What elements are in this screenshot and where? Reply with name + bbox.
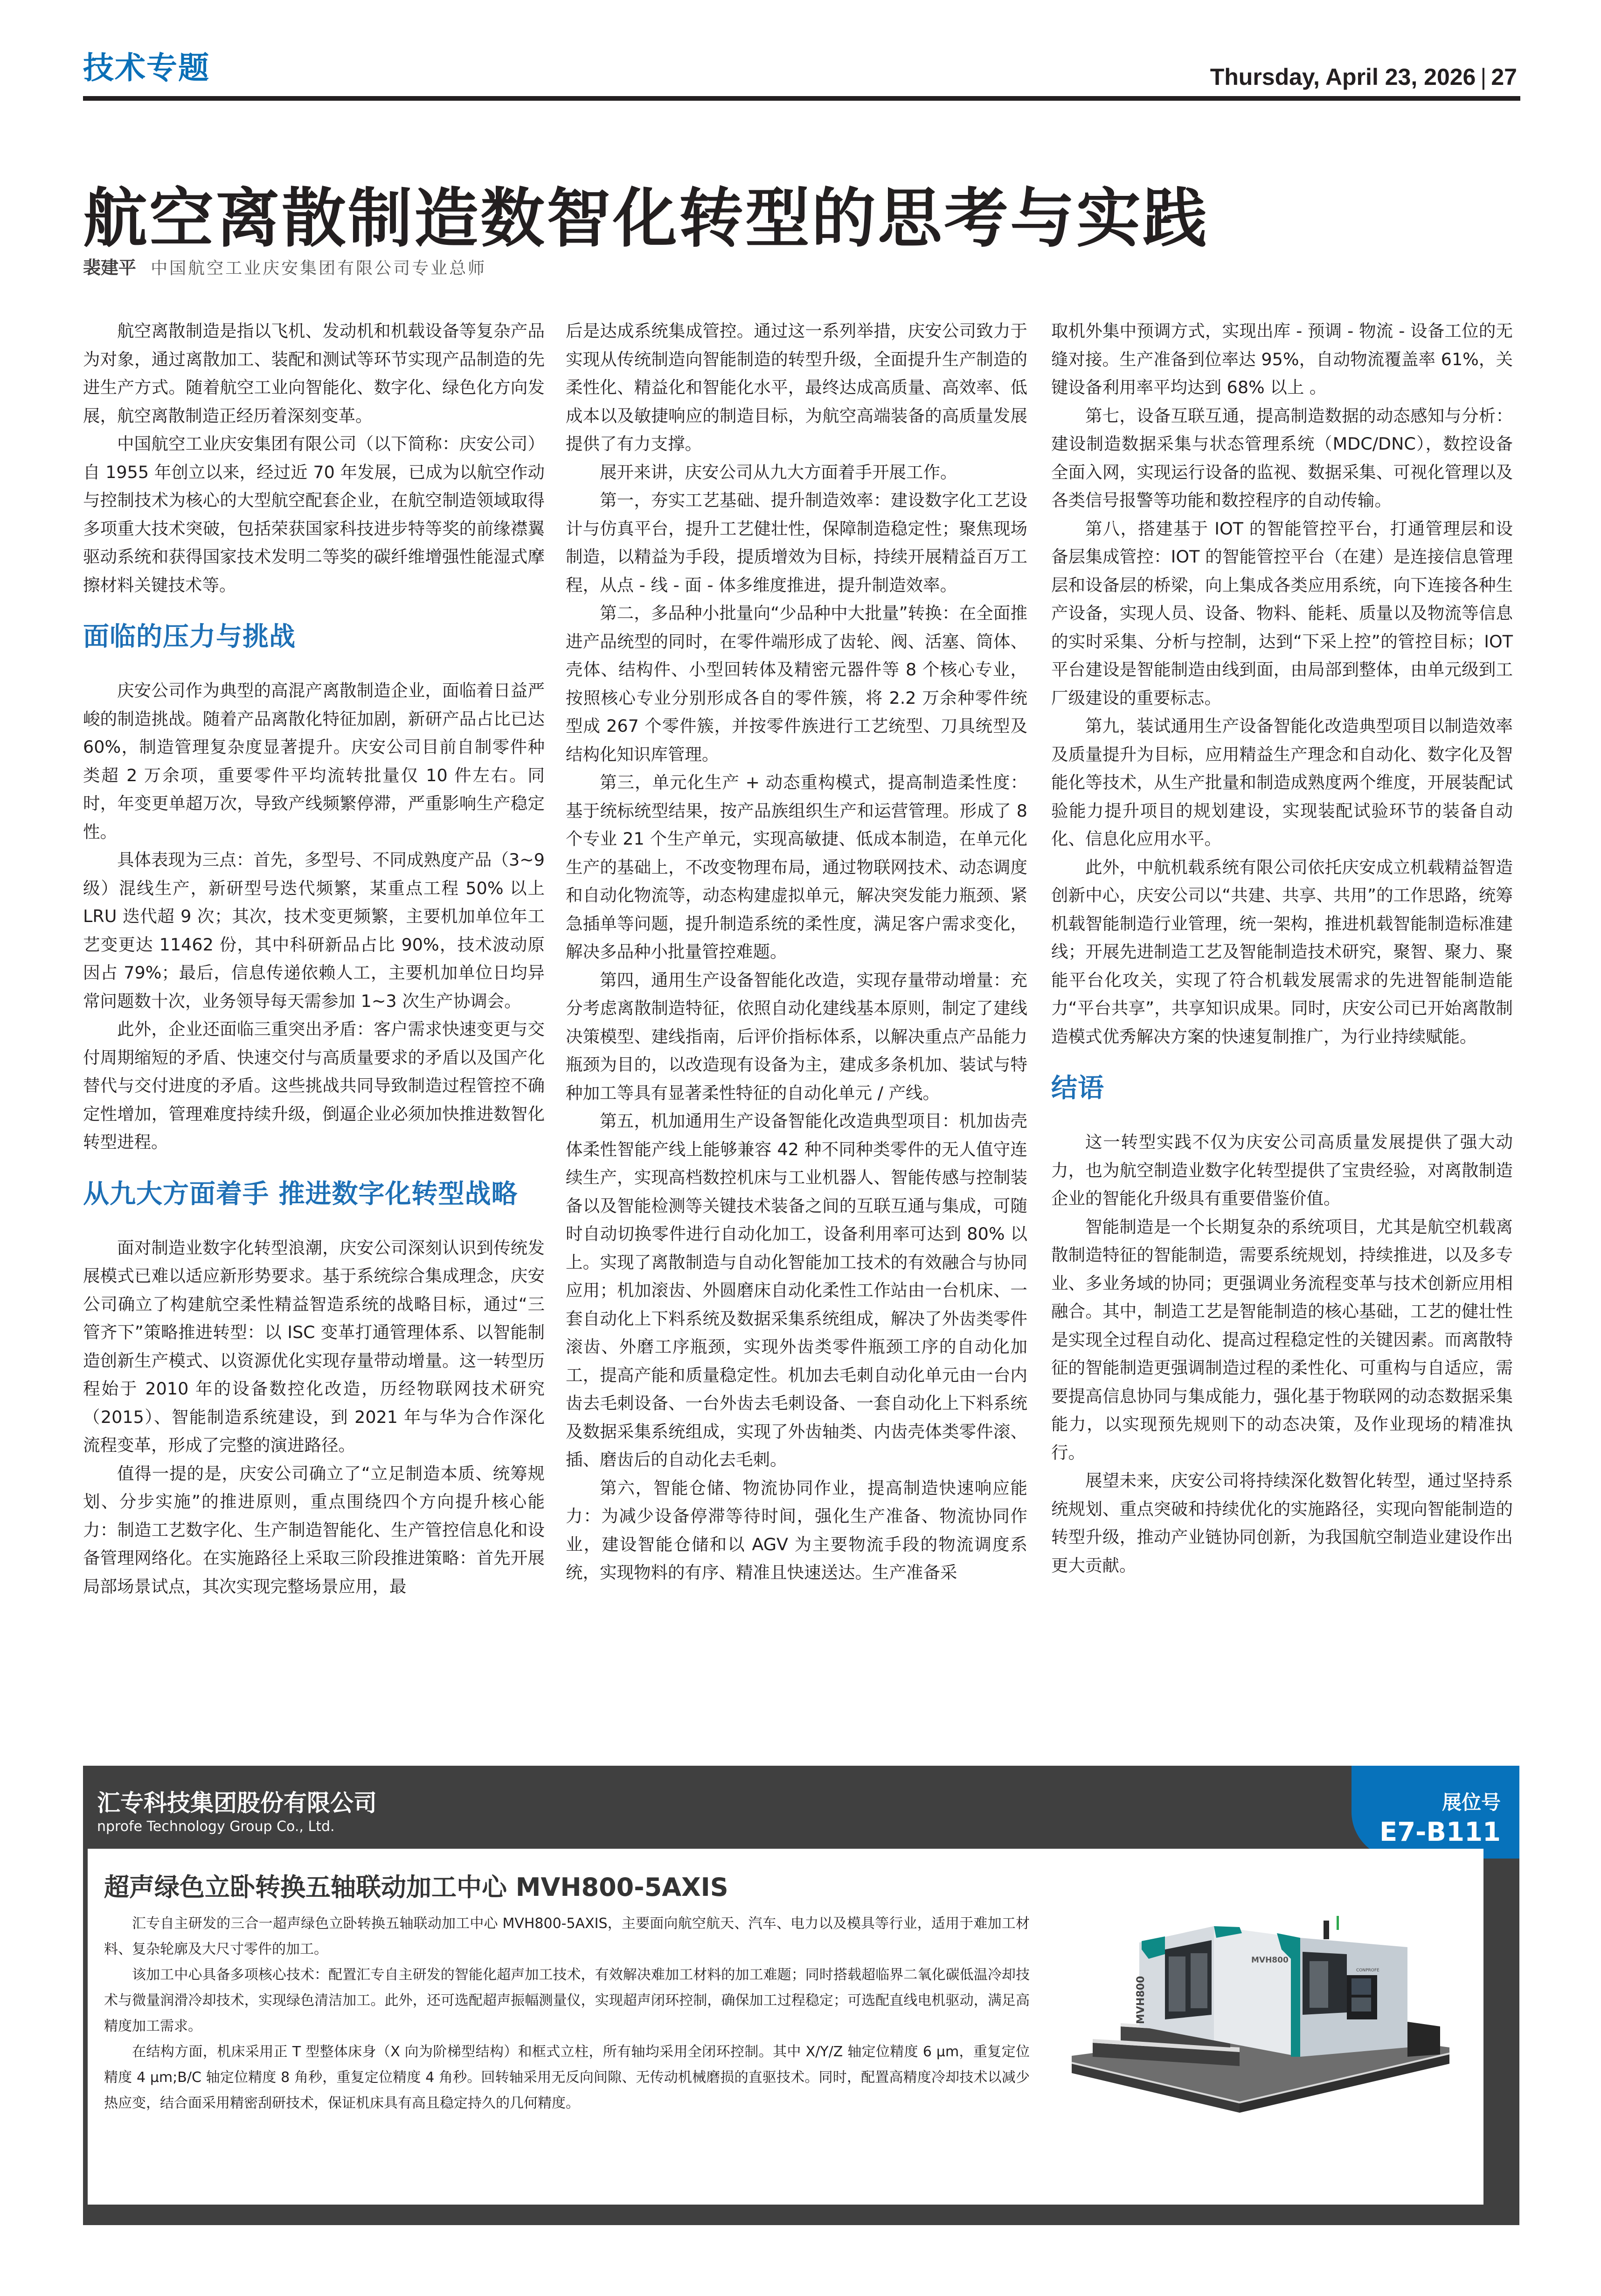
section-tag: 技术专题 [83, 49, 210, 86]
paragraph: 第六，智能仓储、物流协同作业，提高制造快速响应能力：为减少设备停滞等待时间，强化生产准备、物流协同作业，建设智能仓储和以 AGV 为主要物流手段的物流调度系统，实现物料的有序、精准且快速送达。生产准备采 [566, 1477, 1027, 1582]
machine-status-light [1337, 1916, 1339, 1930]
paragraph: 面对制造业数字化转型浪潮，庆安公司深刻认识到传统发展模式已难以适应新形势要求。基于系统综合集成理念，庆安公司确立了构建航空柔性精益智造系统的战略目标，通过“三管齐下”策略推进转型：以 ISC 变革打通管理体系、以智能制造创新生产模式、以资源优化实现存量带动增量。这一转型历程始于 2010 年的设备数控化改造，历经物联网技术研究（2015）、智能制造系统建设，到 2021 年与华为合作深化流程变革，形成了完整的演进路径。 [83, 1237, 545, 1455]
machine-control-screen [1351, 1978, 1371, 1995]
machine-left-glass [1169, 1956, 1185, 2012]
paragraph: 第五，机加通用生产设备智能化改造典型项目：机加齿壳体柔性智能产线上能够兼容 42 种不同种类零件的无人值守连续生产，实现高档数控机床与工业机器人、智能传感与控制装备以及智能检测等关键技术装备之间的互联互通与集成，可随时自动切换零件进行自动化加工，设备利用率可达到 80% 以上。实现了离散制造与自动化智能加工技术的有效融合与协同应用；机加滚齿、外圆磨床自动化柔性工作站由一台机床、一套自动化上下料系统及数据采集系统组成，解决了外齿类零件滚齿、外磨工序瓶颈，实现外齿类零件瓶颈工序的自动化加工，提高产能和质量稳定性。机加去毛刺自动化单元由一台内齿去毛刺设备、一台外齿去毛刺设备、一套自动化上下料系统及数据采集系统组成，实现了外齿轴类、内齿壳体类零件滚、插、磨齿后的自动化去毛刺。 [566, 1111, 1027, 1470]
machine-right-glass [1310, 1961, 1328, 2008]
article-title: 航空离散制造数智化转型的思考与实践 [83, 180, 1209, 256]
article-column-3 [1051, 317, 1513, 1580]
product-description [104, 1911, 1030, 2116]
paragraph-continued: 取机外集中预调方式，实现出库 - 预调 - 物流 - 设备工位的无缝对接。生产准备到位率达 95%，自动物流覆盖率 61%，关键设备利用率平均达到 68% 以上 。 [1051, 321, 1513, 397]
product-paragraph: 在结构方面，机床采用正 T 型整体床身（X 向为阶梯型结构）和框式立柱，所有轴均采用全闭环控制。其中 X/Y/Z 轴定位精度 6 μm，重复定位精度 4 μm;B/C 轴定位精度 8 角秒，重复定位精度 4 角秒。回转轴采用无反向间隙、无传动机械磨损的直驱技术。同时，配置高精度冷却技术以减少热应变，结合面采用精密刮研技术，保证机床具有高且稳定持久的几何精度。 [104, 2044, 1030, 2111]
product-paragraph: 汇专自主研发的三合一超声绿色立卧转换五轴联动加工中心 MVH800-5AXIS，主要面向航空航天、汽车、电力以及模具等行业，适用于难加工材料、复杂轮廓及大尺寸零件的加工。 [104, 1915, 1030, 1957]
machine-model-marking: MVH800 [1135, 1976, 1147, 2024]
product-paragraph: 该加工中心具备多项核心技术：配置汇专自主研发的智能化超声加工技术，有效解决难加工材料的加工难题；同时搭载超临界二氧化碳低温冷却技术与微量润滑冷却技术，实现绿色清洁加工。此外，还可选配超声振幅测量仪，实现超声闭环控制，确保加工过程稳定；可选配直线电机驱动，满足高精度加工需求。 [104, 1967, 1030, 2034]
booth-number: E7-B111 [1379, 1817, 1501, 1847]
ad-company-name-en: nprofe Technology Group Co., Ltd. [97, 1818, 335, 1835]
paragraph: 此外，企业还面临三重突出矛盾：客户需求快速变更与交付周期缩短的矛盾、快速交付与高质量要求的矛盾以及国产化替代与交付进度的矛盾。这些挑战共同导致制造过程管控不确定性增加，管理难度持续升级，倒逼企业必须加快推进数智化转型进程。 [83, 1019, 545, 1152]
dateline-separator: | [1480, 64, 1487, 90]
paragraph: 展开来讲，庆安公司从九大方面着手开展工作。 [600, 462, 957, 482]
author-name: 裴建平 [83, 257, 137, 278]
machine-top-pipe [1324, 1921, 1329, 1939]
machine-left-glass [1191, 1953, 1207, 2008]
paragraph: 第八，搭建基于 IOT 的智能管控平台，打通管理层和设备层集成管控：IOT 的智能管控平台（在建）是连接信息管理层和设备层的桥梁，向上集成各类应用系统，向下连接各种生产设备，实现人员、设备、物料、能耗、质量以及物流等信息的实时采集、分析与控制，达到“下采上控”的管控目标；IOT 平台建设是智能制造由线到面，由局部到整体，由单元级到工厂级建设的重要标志。 [1051, 518, 1513, 708]
page-number: 27 [1491, 64, 1517, 90]
ad-company-name: 汇专科技集团股份有限公司 [97, 1790, 377, 1817]
paragraph: 庆安公司作为典型的高混产离散制造企业，面临着日益严峻的制造挑战。随着产品离散化特征加剧，新研产品占比已达 60%，制造管理复杂度显著提升。庆安公司目前自制零件种类超 2 万余项，重要零件平均流转批量仅 10 件左右。同时，年变更单超万次，导致产线频繁停滞，严重影响生产稳定性。 [83, 680, 545, 842]
paragraph: 这一转型实践不仅为庆安公司高质量发展提供了强大动力，也为航空制造业数字化转型提供了宝贵经验，对离散制造企业的智能化升级具有重要借鉴价值。 [1051, 1132, 1513, 1208]
paragraph: 第九，装试通用生产设备智能化改造典型项目以制造效率及质量提升为目标，应用精益生产理念和自动化、数字化及智能化等技术，从生产批量和制造成熟度两个维度，开展装配试验能力提升项目的规划建设，实现装配试验环节的装备自动化、信息化应用水平。 [1051, 716, 1513, 849]
paragraph: 第三，单元化生产 + 动态重构模式，提高制造柔性度：基于统标统型结果，按产品族组织生产和运营管理。形成了 8 个专业 21 个生产单元，实现高敏捷、低成本制造，在单元化生产的基础上，不改变物理布局，通过物联网技术、动态调度和自动化物流等，动态构建虚拟单元，解决突发能力瓶颈、紧急插单等问题，提升制造系统的柔性度，满足客户需求变化，解决多品种小批量管控难题。 [566, 772, 1027, 962]
paragraph: 第四，通用生产设备智能化改造，实现存量带动增量：充分考虑离散制造特征，依照自动化建线基本原则，制定了建线决策模型、建线指南，后评价指标体系，以解决重点产品能力瓶颈为目的，以改造现有设备为主，建成多条机加、装试与特种加工等具有显著柔性特征的自动化单元 / 产线。 [566, 970, 1027, 1103]
section-heading-challenges: 面临的压力与挑战 [83, 622, 296, 652]
machining-center-image [1072, 1908, 1487, 2113]
product-title: 超声绿色立卧转换五轴联动加工中心 MVH800-5AXIS [104, 1873, 728, 1902]
author-affiliation: 中国航空工业庆安集团有限公司专业总师 [151, 259, 487, 278]
paragraph: 此外，中航机载系统有限公司依托庆安成立机载精益智造创新中心，庆安公司以“共建、共享、共用”的工作思路，统筹机载智能制造行业管理，统一架构，推进机载智能制造标准建线；开展先进制造工艺及智能制造技术研究，聚智、聚力、聚能平台化攻关，实现了符合机载发展需求的先进智能制造能力“平台共享”，共享知识成果。同时，庆安公司已开始离散制造模式优秀解决方案的快速复制推广，为行业持续赋能。 [1051, 857, 1513, 1047]
byline [83, 253, 486, 279]
machine-brand-marking: CONPROFE [1356, 1968, 1379, 1973]
dateline [1210, 63, 1517, 90]
paragraph: 第一，夯实工艺基础、提升制造效率：建设数字化工艺设计与仿真平台，提升工艺健壮性，保障制造稳定性；聚焦现场制造，以精益为手段，提质增效为目标，持续开展精益百万工程，从点 - 线 - 面 - 体多维度推进，提升制造效率。 [566, 490, 1027, 595]
header-rule [83, 96, 1520, 101]
paragraph: 航空离散制造是指以飞机、发动机和机载设备等复杂产品为对象，通过离散加工、装配和测试等环节实现产品制造的先进生产方式。随着航空工业向智能化、数字化、绿色化方向发展，航空离散制造正经历着深刻变革。 [83, 321, 545, 426]
article-column-2 [566, 317, 1027, 1587]
paragraph-continued: 后是达成系统集成管控。通过这一系列举措，庆安公司致力于实现从传统制造向智能制造的转型升级，全面提升生产制造的柔性化、精益化和智能化水平，最终达成高质量、高效率、低成本以及敏捷响应的制造目标，为航空高端装备的高质量发展提供了有力支撑。 [566, 321, 1027, 454]
section-heading-strategy: 从九大方面着手 推进数字化转型战略 [83, 1179, 518, 1209]
booth-label: 展位号 [1442, 1791, 1501, 1814]
section-heading-conclusion: 结语 [1051, 1073, 1104, 1103]
article-column-1 [83, 317, 545, 1601]
machine-front-marking: MVH800 [1251, 1956, 1289, 1965]
booth-badge [1351, 1766, 1519, 1859]
paragraph: 值得一提的是，庆安公司确立了“立足制造本质、统筹规划、分步实施”的推进原则，重点围绕四个方向提升核心能力：制造工艺数字化、生产制造智能化、生产管控信息化和设备管理网络化。在实施路径上采取三阶段推进策略：首先开展局部场景试点，其次实现完整场景应用，最 [83, 1463, 545, 1596]
paragraph: 第七，设备互联互通，提高制造数据的动态感知与分析：建设制造数据采集与状态管理系统（MDC/DNC），数控设备全面入网，实现运行设备的监视、数据采集、可视化管理以及各类信号报警等功能和数控程序的自动传输。 [1051, 405, 1513, 510]
issue-date: Thursday, April 23, 2026 [1210, 64, 1476, 90]
paragraph: 展望未来，庆安公司将持续深化数智化转型，通过坚持系统规划、重点突破和持续优化的实施路径，实现向智能制造的转型升级，推动产业链协同创新，为我国航空制造业建设作出更大贡献。 [1051, 1471, 1513, 1575]
machine-chip-conveyor [1407, 2022, 1440, 2057]
machine-control-keys [1351, 1998, 1371, 2012]
paragraph: 智能制造是一个长期复杂的系统项目，尤其是航空机载离散制造特征的智能制造，需要系统规划，持续推进，以及多专业、多业务域的协同；更强调业务流程变革与技术创新应用相融合。其中，制造工艺是智能制造的核心基础，工艺的健壮性是实现全过程自动化、提高过程稳定性的关键因素。而离散特征的智能制造更强调制造过程的柔性化、可重构与自适应，需要提高信息协同与集成能力，强化基于物联网的动态数据采集能力，以实现预先规则下的动态决策，及作业现场的精准执行。 [1051, 1216, 1513, 1463]
paragraph: 具体表现为三点：首先，多型号、不同成熟度产品（3~9 级）混线生产，新研型号迭代频繁，某重点工程 50% 以上 LRU 迭代超 9 次；其次，技术变更频繁，主要机加单位年工艺变更达 11462 份，其中科研新品占比 90%，技术波动原因占 79%；最后，信息传递依赖人工，主要机加单位日均异常问题数十次，业务领导每天需参加 1~3 次生产协调会。 [83, 850, 545, 1011]
paragraph: 第二，多品种小批量向“少品种中大批量”转换：在全面推进产品统型的同时，在零件端形成了齿轮、阀、活塞、筒体、壳体、结构件、小型回转体及精密元器件等 8 个核心专业，按照核心专业分别形成各自的零件簇，将 2.2 万余种零件统型成 267 个零件簇，并按零件族进行工艺统型、刀具统型及结构化知识库管理。 [566, 603, 1027, 764]
paragraph: 中国航空工业庆安集团有限公司（以下简称：庆安公司）自 1955 年创立以来，经过近 70 年发展，已成为以航空作动与控制技术为核心的大型航空配套企业，在航空制造领域取得多项重大技术突破，包括荣获国家科技进步特等奖的前缘襟翼驱动系统和获得国家技术发明二等奖的碳纤维增强性能湿式摩擦材料关键技术等。 [83, 434, 545, 595]
